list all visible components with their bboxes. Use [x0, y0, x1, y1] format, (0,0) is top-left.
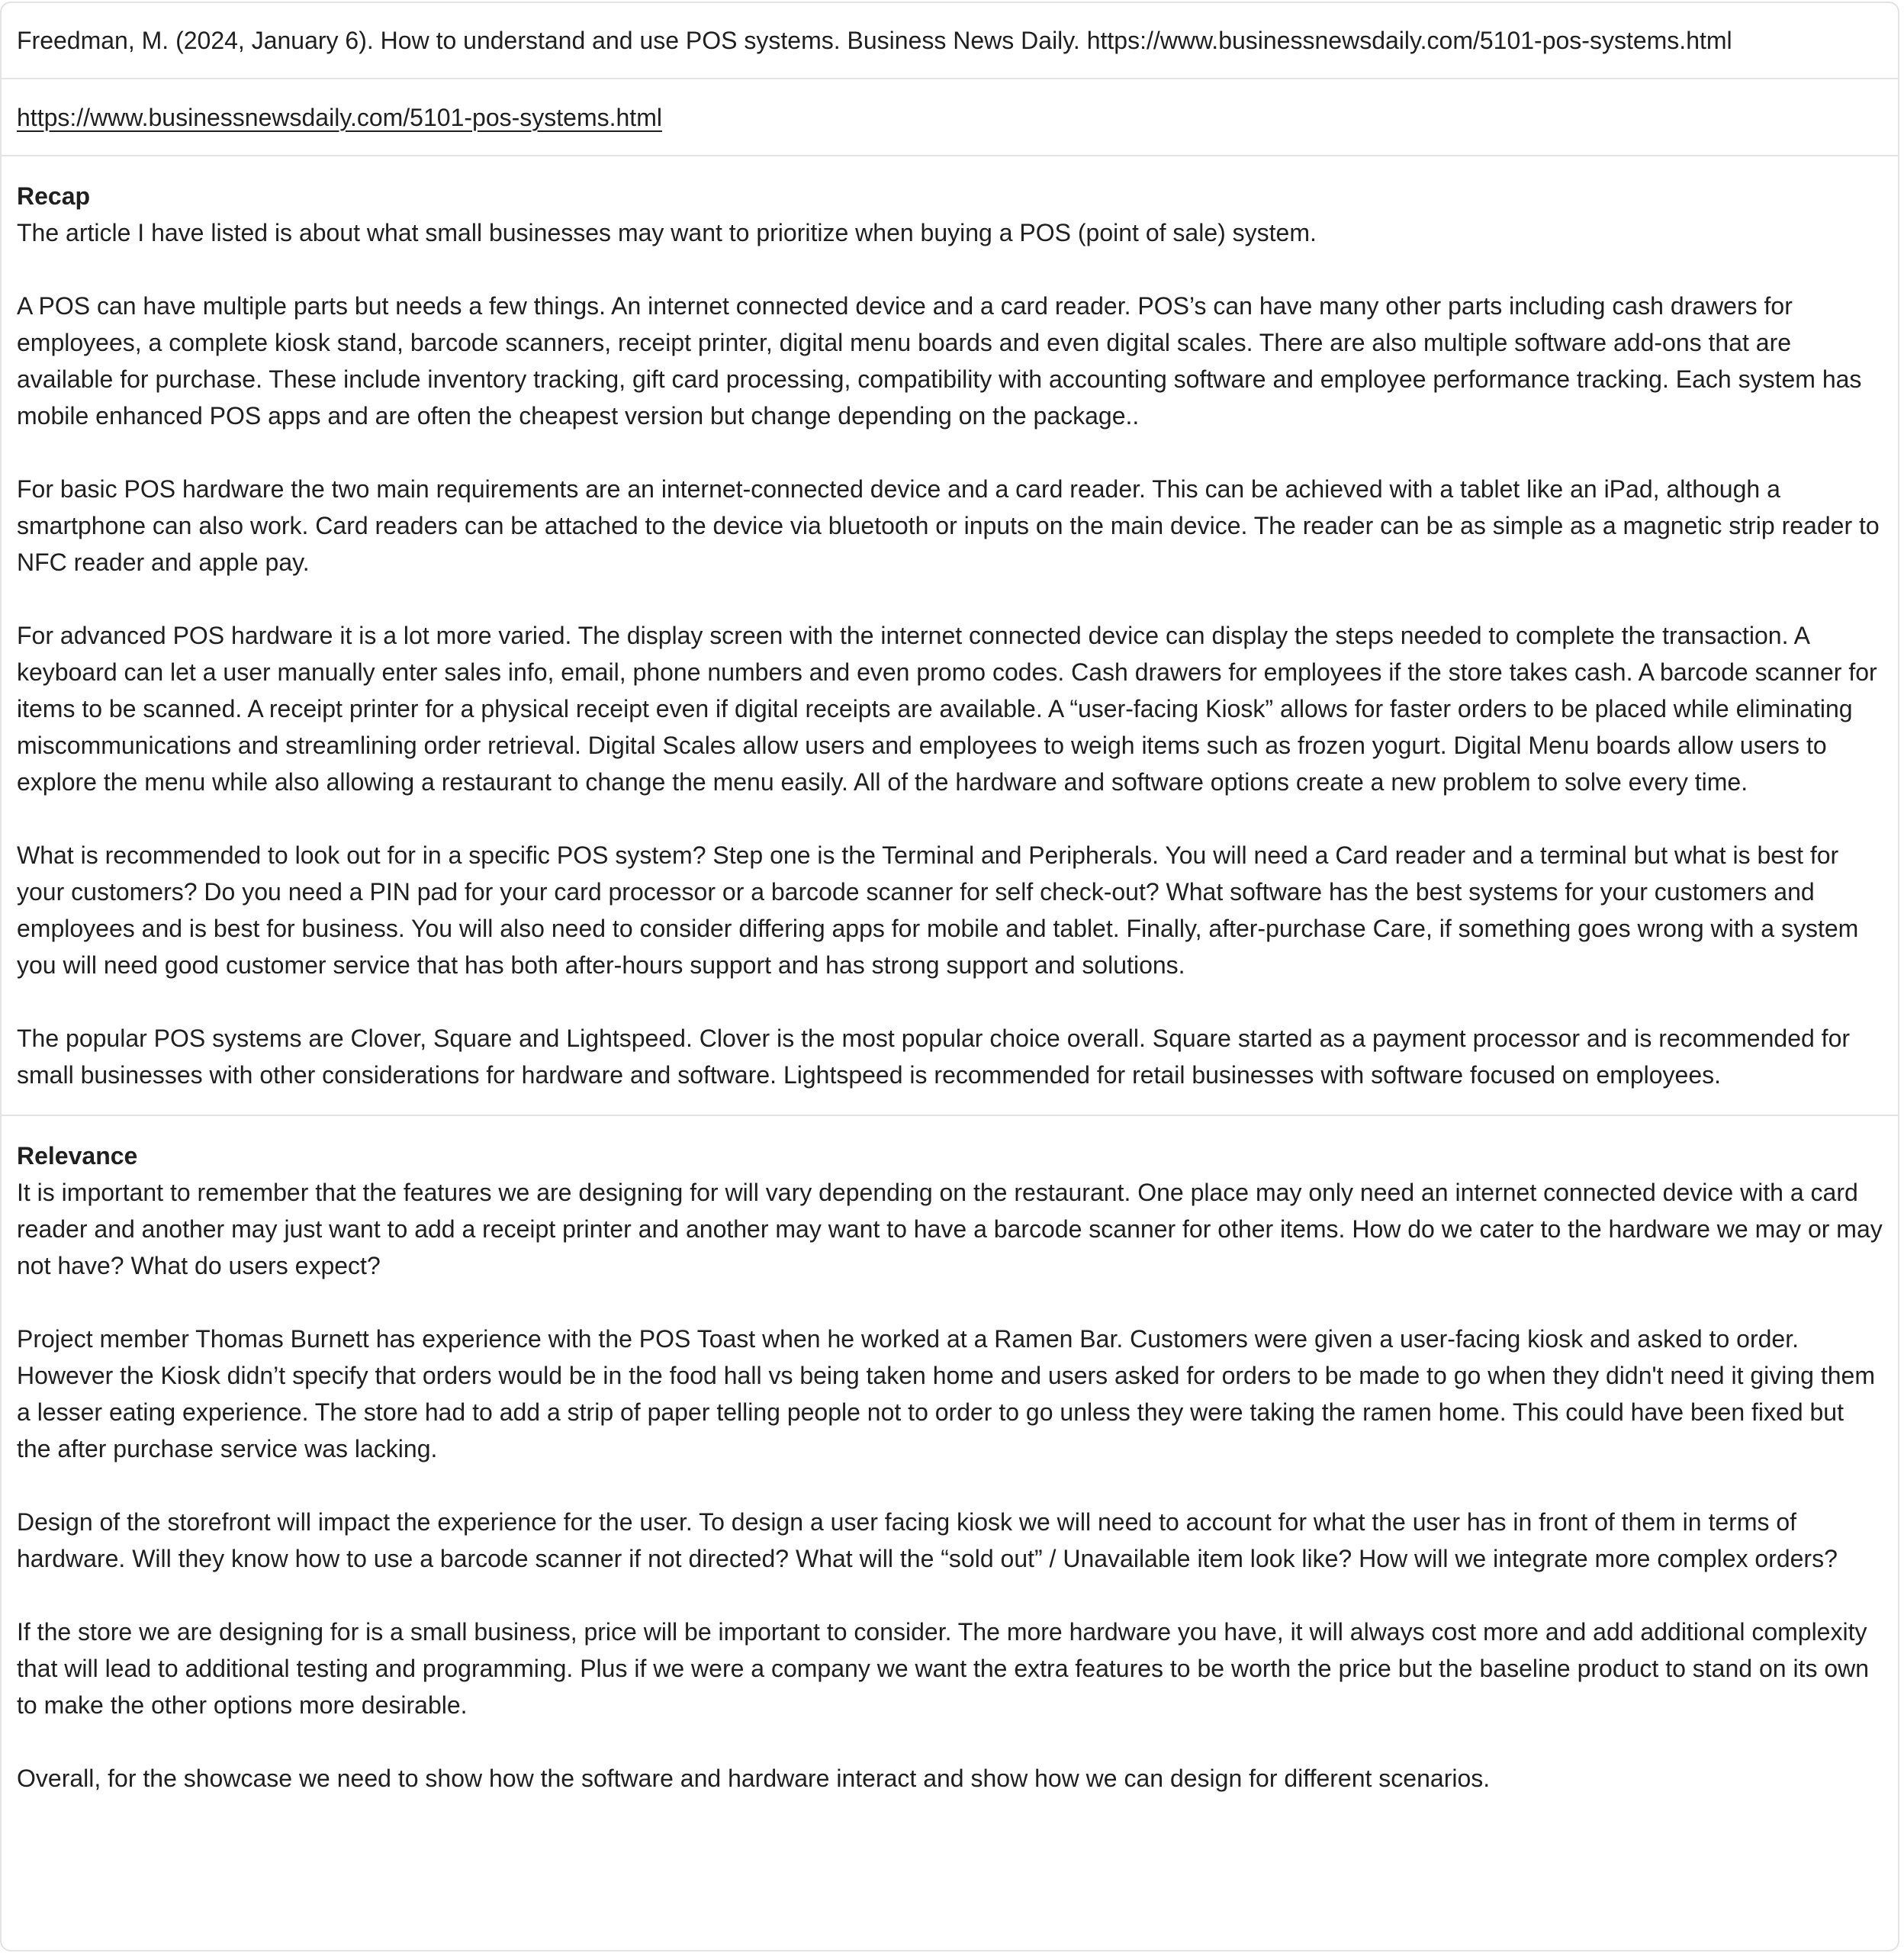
recap-paragraph: What is recommended to look out for in a specific POS system? Step one is the Terminal and Peripherals. You will need a Card reader and a terminal but what is best for your customers? Do you need a PIN pad for your card processor or a barcode scanner for self check-out? What software has the best systems for your customers and employees and is best for business. You will also need to consider differing apps for mobile and tablet. Finally, after-purchase Care, if something goes wrong with a system you will need good customer service that has both after-hours support and has strong support and solutions.	[17, 841, 1859, 979]
recap-heading: Recap	[17, 182, 91, 210]
relevance-section	[2, 1116, 1898, 1818]
recap-paragraph: For basic POS hardware the two main requirements are an internet-connected device and a card reader. This can be achieved with a tablet like an iPad, although a smartphone can also work. Card readers can be attached to the device via bluetooth or inputs on the main device. The reader can be as simple as a magnetic strip reader to NFC reader and apple pay.	[17, 475, 1880, 576]
recap-paragraph: The article I have listed is about what small businesses may want to prioritize when buying a POS (point of sale) system.	[17, 219, 1317, 246]
recap-section	[2, 156, 1898, 1116]
relevance-paragraph: Project member Thomas Burnett has experience with the POS Toast when he worked at a Ramen Bar. Customers were given a user-facing kiosk and asked to order. However the Kiosk didn’t specify that orders would be in the food hall vs being taken home and users asked for orders to be made to go when they didn't need it giving them a lesser eating experience. The store had to add a strip of paper telling people not to order to go unless they were taking the ramen home. This could have been fixed but the after purchase service was lacking.	[17, 1325, 1875, 1462]
relevance-heading: Relevance	[17, 1142, 138, 1170]
relevance-paragraph: If the store we are designing for is a small business, price will be important to consider. The more hardware you have, it will always cost more and add additional complexity that will lead to additional testing and programming. Plus if we were a company we want the extra features to be worth the price but the baseline product to stand on its own to make the other options more desirable.	[17, 1618, 1870, 1719]
recap-paragraph: For advanced POS hardware it is a lot more varied. The display screen with the internet connected device can display the steps needed to complete the transaction. A keyboard can let a user manually enter sales info, email, phone numbers and even promo codes. Cash drawers for employees if the store takes cash. A barcode scanner for items to be scanned. A receipt printer for a physical receipt even if digital receipts are available. A “user-facing Kiosk” allows for faster orders to be placed while eliminating miscommunications and streamlining order retrieval. Digital Scales allow users and employees to weigh items such as frozen yogurt. Digital Menu boards allow users to explore the menu while also allowing a restaurant to change the menu easily. All of the hardware and software options create a new problem to solve every time.	[17, 622, 1877, 796]
relevance-paragraph: It is important to remember that the features we are designing for will vary depending on the restaurant. One place may only need an internet connected device with a card reader and another may just want to add a receipt printer and another may want to have a barcode scanner for other items. How do we cater to the hardware we may or may not have? What do users expect?	[17, 1179, 1883, 1279]
relevance-paragraph: Design of the storefront will impact the experience for the user. To design a user facing kiosk we will need to account for what the user has in front of them in terms of hardware. Will they know how to use a barcode scanner if not directed? What will the “sold out” / Unavailable item look like? How will we integrate more complex orders?	[17, 1508, 1838, 1572]
recap-paragraph: A POS can have multiple parts but needs a few things. An internet connected device and a card reader. POS’s can have many other parts including cash drawers for employees, a complete kiosk stand, barcode scanners, receipt printer, digital menu boards and even digital scales. There are also multiple software add-ons that are available for purchase. These include inventory tracking, gift card processing, compatibility with accounting software and employee performance tracking. Each system has mobile enhanced POS apps and are often the cheapest version but change depending on the package..	[17, 292, 1862, 430]
source-link[interactable]: https://www.businessnewsdaily.com/5101-pos-systems.html	[17, 103, 662, 131]
source-link-row	[2, 79, 1898, 156]
document-card	[0, 2, 1899, 1951]
citation-text: Freedman, M. (2024, January 6). How to understand and use POS systems. Business News Daily. https://www.businessnewsdaily.com/5101-pos-systems.html	[17, 27, 1732, 54]
citation-row	[2, 3, 1898, 79]
relevance-paragraph: Overall, for the showcase we need to show how the software and hardware interact and show how we can design for different scenarios.	[17, 1765, 1491, 1792]
recap-paragraph: The popular POS systems are Clover, Square and Lightspeed. Clover is the most popular choice overall. Square started as a payment processor and is recommended for small businesses with other considerations for hardware and software. Lightspeed is recommended for retail businesses with software focused on employees.	[17, 1025, 1851, 1089]
